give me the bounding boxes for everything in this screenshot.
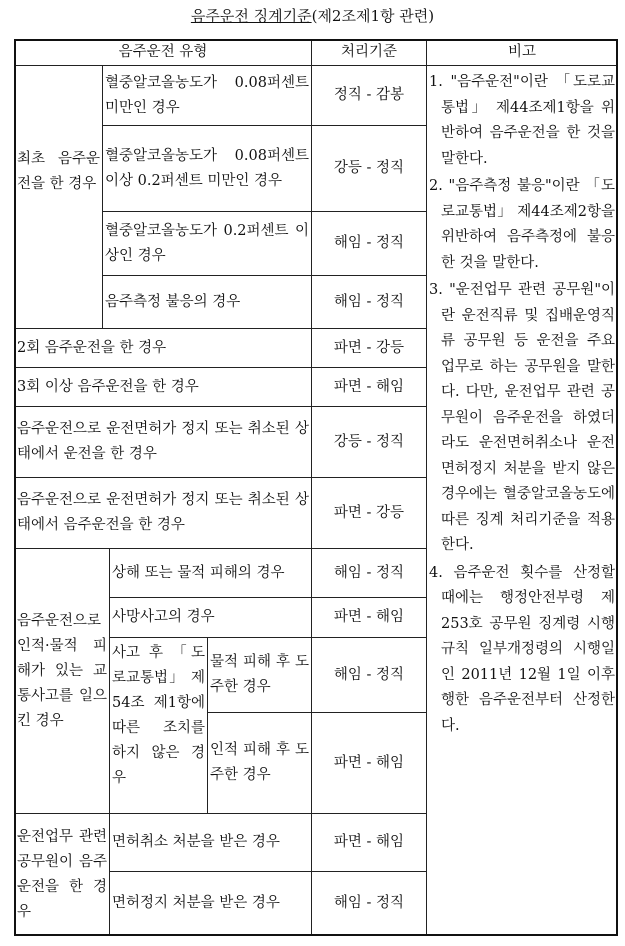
table-row-standard: 파면 - 강등: [311, 328, 427, 368]
table-row-standard: 파면 - 해임: [311, 813, 427, 872]
title-suffix: (제2조제1항 관련): [311, 7, 435, 25]
table-row-desc: 혈중알코올농도가 0.08퍼센트 이상 0.2퍼센트 미만인 경우: [102, 125, 312, 212]
table-row-standard: 강등 - 정직: [311, 406, 427, 478]
accident-label: 음주운전으로 인적·물적 피해가 있는 교통사고를 일으킨 경우: [14, 548, 110, 814]
table-row-standard: 파면 - 해임: [311, 597, 427, 638]
table-row-standard: 해임 - 정직: [311, 275, 427, 329]
table-row-standard: 파면 - 해임: [311, 367, 427, 407]
table-row-desc: 상해 또는 물적 피해의 경우: [109, 548, 312, 598]
table-row-standard: 정직 - 감봉: [311, 65, 427, 126]
table-row-desc: 음주운전으로 운전면허가 정지 또는 취소된 상태에서 음주운전을 한 경우: [14, 477, 312, 549]
table-row-desc: 인적 피해 후 도주한 경우: [207, 712, 312, 814]
table-row-standard: 해임 - 정직: [311, 637, 427, 713]
table-row-standard: 해임 - 정직: [311, 871, 427, 936]
document-title: [0, 4, 625, 28]
table-row-desc: 물적 피해 후 도주한 경우: [207, 637, 312, 713]
table-row-desc: 사망사고의 경우: [109, 597, 312, 638]
title-main: 음주운전 징계기준: [190, 7, 312, 25]
header-standard: 처리기준: [311, 39, 427, 66]
table-row-standard: 해임 - 정직: [311, 211, 427, 276]
table-row-standard: 파면 - 해임: [311, 712, 427, 814]
table-row-standard: 파면 - 강등: [311, 477, 427, 549]
header-type: 음주운전 유형: [14, 39, 312, 66]
table-row-desc: 혈중알코올농도가 0.2퍼센트 이상인 경우: [102, 211, 312, 276]
table-row-desc: 3회 이상 음주운전을 한 경우: [14, 367, 312, 407]
table-row-standard: 해임 - 정직: [311, 548, 427, 598]
table-row-desc: 음주운전으로 운전면허가 정지 또는 취소된 상태에서 운전을 한 경우: [14, 406, 312, 478]
header-remarks: 비고: [426, 39, 618, 66]
table-row-desc: 면허취소 처분을 받은 경우: [109, 813, 312, 872]
table-row-desc: 혈중알코올농도가 0.08퍼센트 미만인 경우: [102, 65, 312, 126]
table-row-desc: 2회 음주운전을 한 경우: [14, 328, 312, 368]
note-item: 3. "운전업무 관련 공무원"이란 운전직류 및 집배운영직류 공무원 등 운전을 주요 업무로 하는 공무원을 말한다. 다만, 운전업무 관련 공무원이 음주운전을 하였더라도 운전면허취소나 운전면허정지 처분을 받지 않은 경우에는 혈중알코올농도에 따른 징계 처리기준을 적용한다.: [429, 282, 615, 553]
remarks-notes: [426, 65, 617, 935]
table-row-desc: 면허정지 처분을 받은 경우: [109, 871, 312, 936]
table-row-desc: 음주측정 불응의 경우: [102, 275, 312, 329]
driver-official-label: 운전업무 관련 공무원이 음주운전을 한 경우: [14, 813, 110, 936]
note-item: 4. 음주운전 횟수를 산정할 때에는 행정안전부령 제253호 공무원 징계령 시행규칙 일부개정령의 시행일인 2011년 12월 1일 이후 행한 음주운전부터 산정한다.: [429, 564, 615, 734]
note-item: 2. "음주측정 불응"이란 「도로교통법」 제44조제2항을 위반하여 음주측정에 불응한 것을 말한다.: [429, 178, 615, 271]
table-row-standard: 강등 - 정직: [311, 125, 427, 212]
first-offense-label: 최초 음주운전을 한 경우: [14, 65, 103, 329]
note-item: 1. "음주운전"이란 「도로교통법」 제44조제1항을 위반하여 음주운전을 한 것을 말한다.: [429, 74, 615, 167]
hit-run-label: 사고 후 「도로교통법」 제54조 제1항에 따른 조치를 하지 않은 경우: [109, 637, 208, 814]
